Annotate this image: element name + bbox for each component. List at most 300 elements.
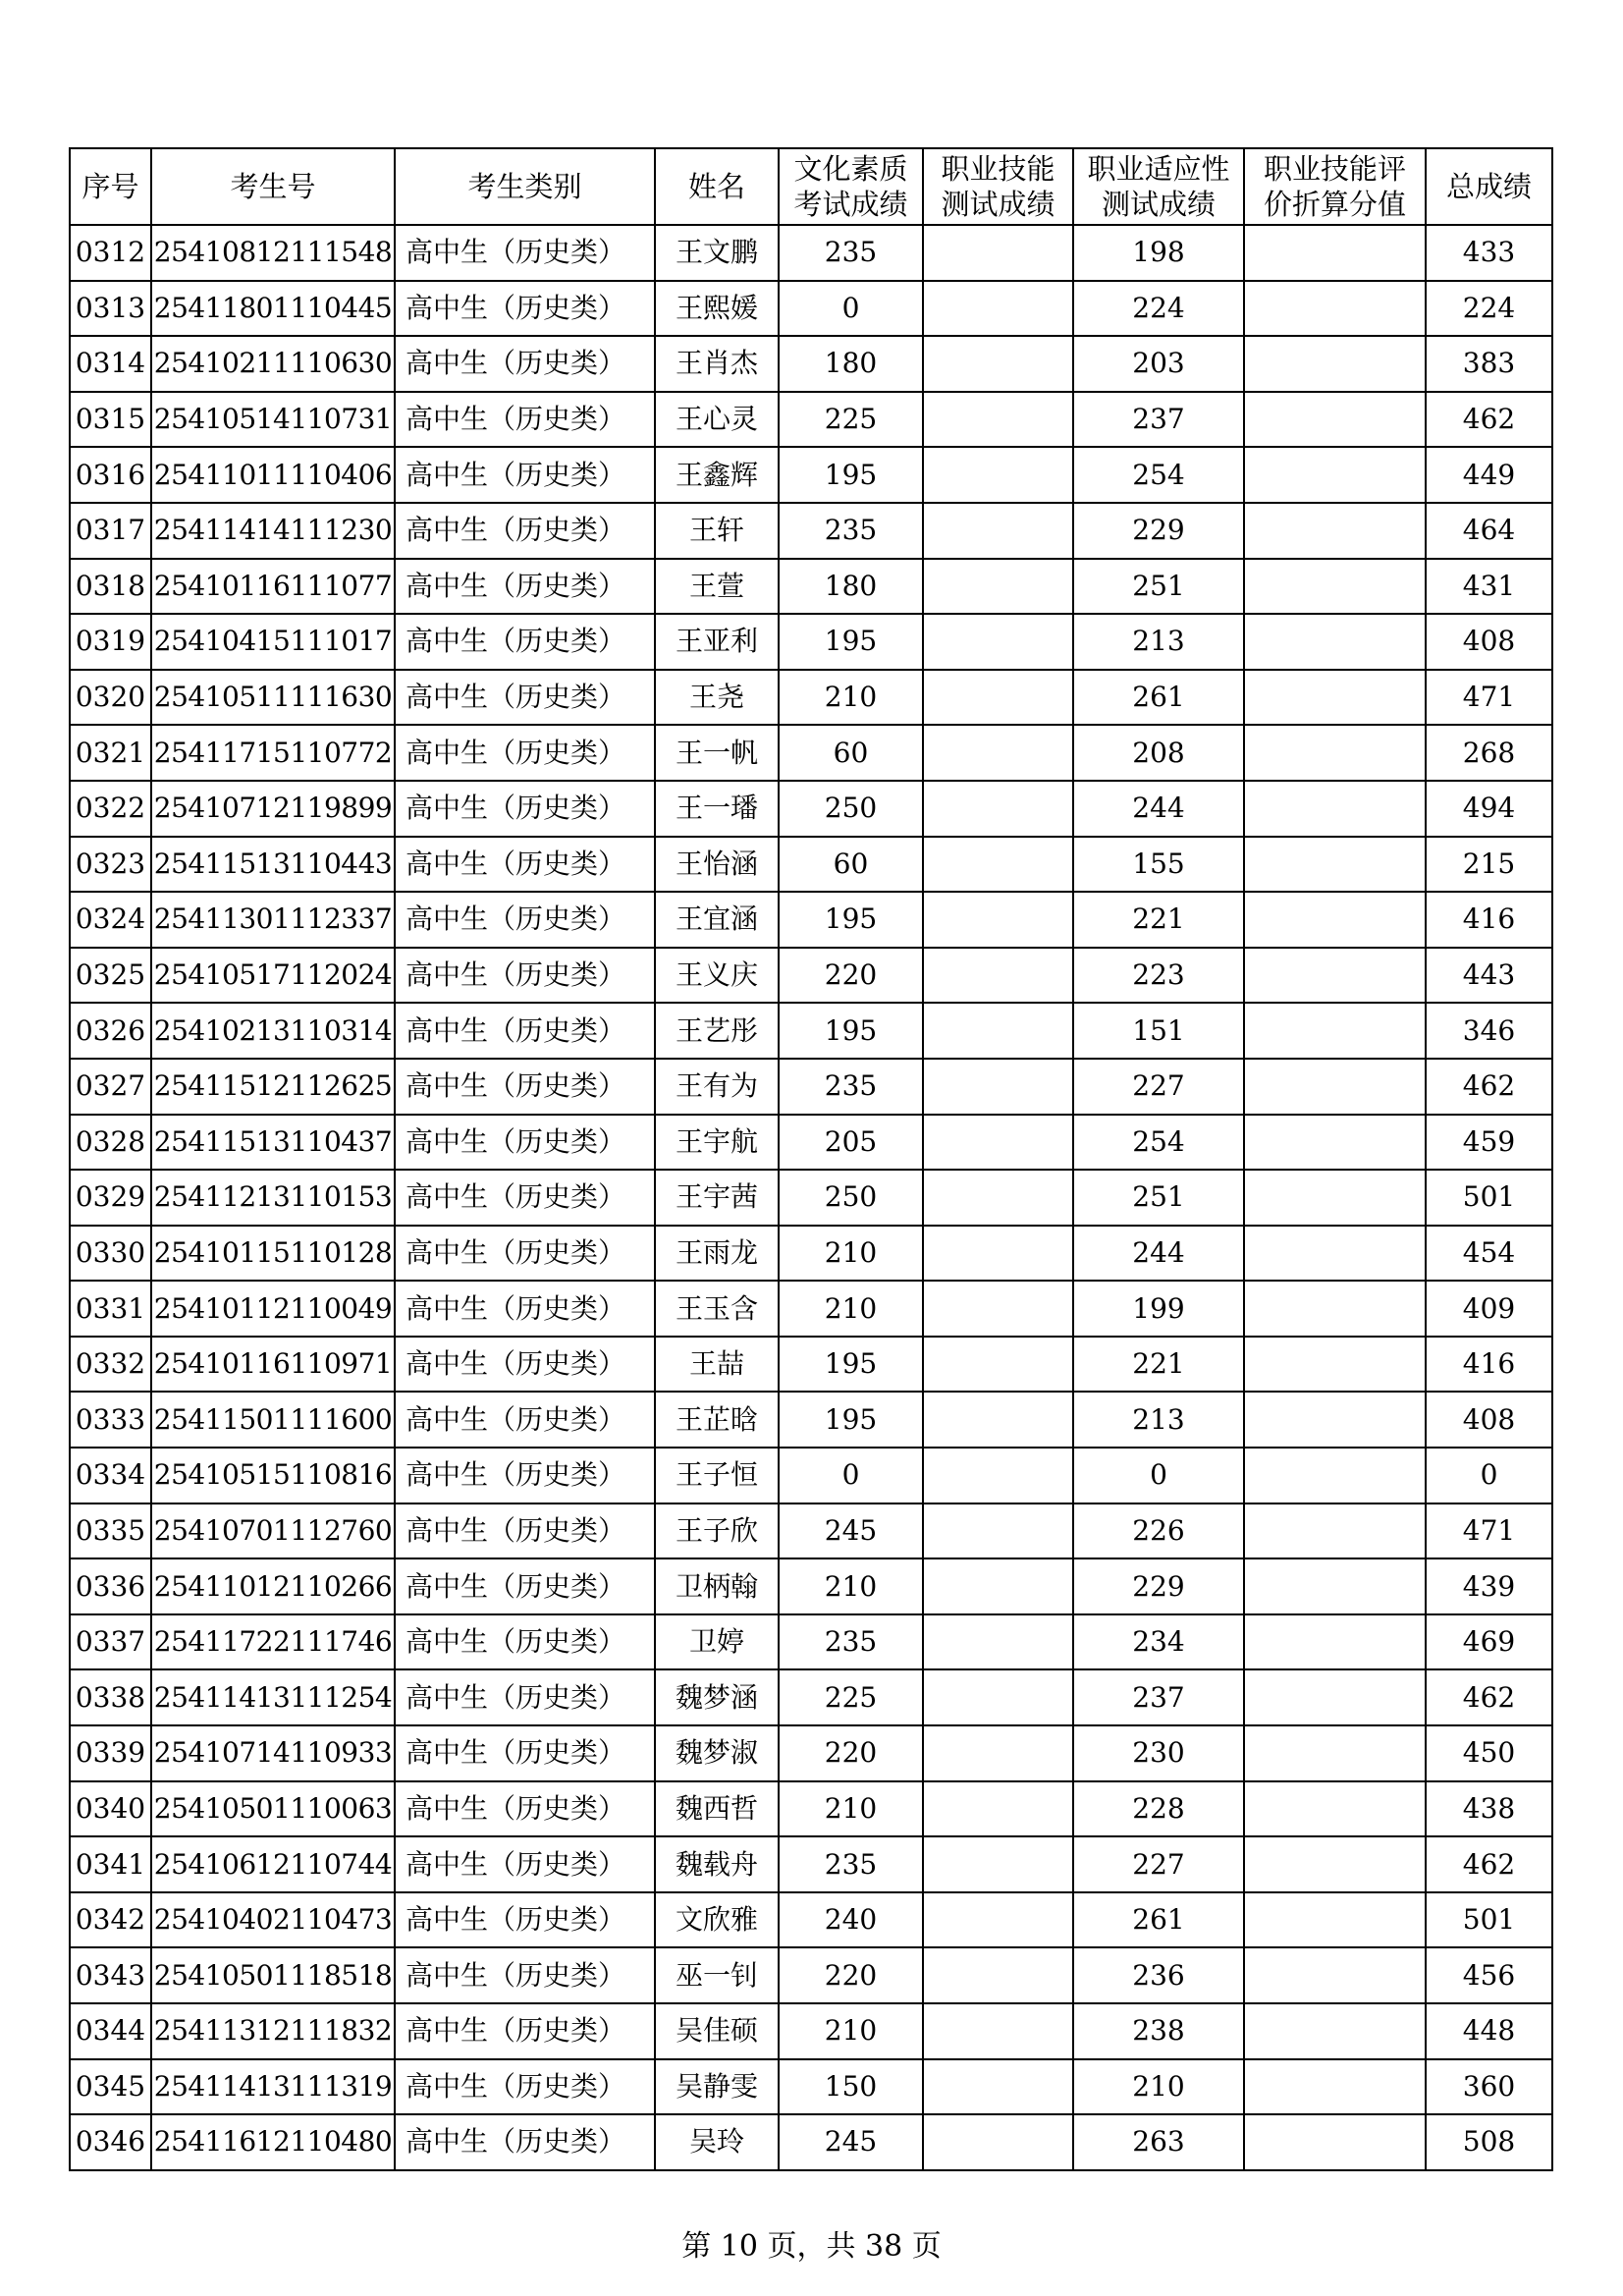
cell-name: 吴静雯 — [655, 2059, 779, 2115]
cell-category: 高中生（历史类） — [395, 2003, 655, 2059]
cell-skill-score — [923, 837, 1073, 893]
cell-adapt-score: 263 — [1073, 2114, 1244, 2170]
cell-total: 464 — [1426, 503, 1552, 559]
cell-name: 魏梦淑 — [655, 1725, 779, 1781]
table-body — [70, 225, 1552, 2170]
cell-total: 456 — [1426, 1947, 1552, 2003]
cell-skill-score — [923, 1614, 1073, 1670]
cell-adapt-score: 254 — [1073, 447, 1244, 503]
cell-total: 471 — [1426, 1503, 1552, 1559]
cell-category: 高中生（历史类） — [395, 559, 655, 615]
cell-adapt-score: 221 — [1073, 1337, 1244, 1393]
table-row — [70, 1337, 1552, 1393]
cell-adapt-score: 213 — [1073, 614, 1244, 670]
cell-category: 高中生（历史类） — [395, 1781, 655, 1837]
cell-eval-score — [1244, 1947, 1426, 2003]
table-row — [70, 892, 1552, 948]
cell-skill-score — [923, 1558, 1073, 1614]
table-row — [70, 948, 1552, 1004]
cell-seq: 0334 — [70, 1448, 151, 1503]
cell-eval-score — [1244, 392, 1426, 448]
cell-culture-score: 195 — [779, 892, 923, 948]
cell-culture-score: 210 — [779, 1281, 923, 1337]
cell-adapt-score: 261 — [1073, 1892, 1244, 1948]
table-header-row — [70, 148, 1552, 225]
cell-seq: 0332 — [70, 1337, 151, 1393]
cell-culture-score: 235 — [779, 225, 923, 281]
cell-skill-score — [923, 1448, 1073, 1503]
cell-eval-score — [1244, 1059, 1426, 1115]
cell-exam-id: 25410116110971 — [151, 1337, 395, 1393]
cell-eval-score — [1244, 1558, 1426, 1614]
cell-skill-score — [923, 503, 1073, 559]
cell-exam-id: 25410714110933 — [151, 1725, 395, 1781]
cell-eval-score — [1244, 1781, 1426, 1837]
cell-eval-score — [1244, 1281, 1426, 1337]
cell-category: 高中生（历史类） — [395, 225, 655, 281]
cell-skill-score — [923, 670, 1073, 726]
cell-exam-id: 25410415111017 — [151, 614, 395, 670]
cell-seq: 0337 — [70, 1614, 151, 1670]
cell-category: 高中生（历史类） — [395, 1614, 655, 1670]
cell-exam-id: 25410511111630 — [151, 670, 395, 726]
cell-adapt-score: 237 — [1073, 392, 1244, 448]
cell-culture-score: 210 — [779, 670, 923, 726]
cell-name: 王义庆 — [655, 948, 779, 1004]
table-row — [70, 1614, 1552, 1670]
cell-skill-score — [923, 225, 1073, 281]
table-row — [70, 1115, 1552, 1171]
table-row — [70, 670, 1552, 726]
cell-category: 高中生（历史类） — [395, 336, 655, 392]
cell-eval-score — [1244, 1226, 1426, 1282]
cell-seq: 0314 — [70, 336, 151, 392]
cell-culture-score: 205 — [779, 1115, 923, 1171]
cell-exam-id: 25410612110744 — [151, 1836, 395, 1892]
cell-adapt-score: 223 — [1073, 948, 1244, 1004]
table-row — [70, 837, 1552, 893]
cell-eval-score — [1244, 614, 1426, 670]
cell-culture-score: 195 — [779, 447, 923, 503]
cell-eval-score — [1244, 2059, 1426, 2115]
cell-total: 448 — [1426, 2003, 1552, 2059]
cell-eval-score — [1244, 559, 1426, 615]
cell-culture-score: 195 — [779, 614, 923, 670]
header-culture-score — [779, 148, 923, 225]
cell-name: 王子欣 — [655, 1503, 779, 1559]
cell-category: 高中生（历史类） — [395, 1669, 655, 1725]
cell-name: 王子恒 — [655, 1448, 779, 1503]
cell-culture-score: 195 — [779, 1337, 923, 1393]
cell-adapt-score: 244 — [1073, 1226, 1244, 1282]
cell-name: 巫一钊 — [655, 1947, 779, 2003]
cell-skill-score — [923, 1781, 1073, 1837]
cell-culture-score: 60 — [779, 725, 923, 781]
cell-adapt-score: 227 — [1073, 1836, 1244, 1892]
cell-eval-score — [1244, 837, 1426, 893]
table-row — [70, 2059, 1552, 2115]
cell-exam-id: 25410812111548 — [151, 225, 395, 281]
cell-total: 508 — [1426, 2114, 1552, 2170]
cell-name: 王心灵 — [655, 392, 779, 448]
cell-adapt-score: 234 — [1073, 1614, 1244, 1670]
cell-name: 王雨龙 — [655, 1226, 779, 1282]
cell-total: 443 — [1426, 948, 1552, 1004]
cell-name: 卫婷 — [655, 1614, 779, 1670]
cell-name: 卫柄翰 — [655, 1558, 779, 1614]
cell-name: 王宜涵 — [655, 892, 779, 948]
cell-adapt-score: 228 — [1073, 1781, 1244, 1837]
cell-exam-id: 25411501111600 — [151, 1392, 395, 1448]
cell-total: 416 — [1426, 892, 1552, 948]
cell-culture-score: 150 — [779, 2059, 923, 2115]
header-adapt-line2: 测试成绩 — [1101, 188, 1216, 221]
cell-name: 王文鹏 — [655, 225, 779, 281]
table-row — [70, 1392, 1552, 1448]
cell-culture-score: 250 — [779, 1170, 923, 1226]
cell-skill-score — [923, 392, 1073, 448]
table-row — [70, 2003, 1552, 2059]
header-eval-line1: 职业技能评 — [1263, 152, 1406, 186]
cell-adapt-score: 155 — [1073, 837, 1244, 893]
cell-seq: 0344 — [70, 2003, 151, 2059]
cell-name: 王鑫辉 — [655, 447, 779, 503]
cell-adapt-score: 203 — [1073, 336, 1244, 392]
cell-seq: 0341 — [70, 1836, 151, 1892]
cell-eval-score — [1244, 1892, 1426, 1948]
cell-skill-score — [923, 948, 1073, 1004]
table-row — [70, 1558, 1552, 1614]
cell-seq: 0345 — [70, 2059, 151, 2115]
cell-culture-score: 210 — [779, 1226, 923, 1282]
cell-name: 王艺彤 — [655, 1003, 779, 1059]
cell-culture-score: 180 — [779, 559, 923, 615]
cell-seq: 0325 — [70, 948, 151, 1004]
cell-total: 409 — [1426, 1281, 1552, 1337]
cell-exam-id: 25411513110437 — [151, 1115, 395, 1171]
cell-adapt-score: 229 — [1073, 1558, 1244, 1614]
cell-culture-score: 220 — [779, 948, 923, 1004]
score-table — [69, 147, 1553, 2171]
cell-eval-score — [1244, 1170, 1426, 1226]
cell-seq: 0338 — [70, 1669, 151, 1725]
cell-exam-id: 25410517112024 — [151, 948, 395, 1004]
cell-total: 501 — [1426, 1892, 1552, 1948]
cell-exam-id: 25411612110480 — [151, 2114, 395, 2170]
cell-culture-score: 235 — [779, 1059, 923, 1115]
cell-skill-score — [923, 1059, 1073, 1115]
cell-name: 魏梦涵 — [655, 1669, 779, 1725]
table-row — [70, 1226, 1552, 1282]
cell-seq: 0326 — [70, 1003, 151, 1059]
cell-eval-score — [1244, 1448, 1426, 1503]
cell-total: 462 — [1426, 1669, 1552, 1725]
cell-total: 462 — [1426, 1059, 1552, 1115]
cell-exam-id: 25411512112625 — [151, 1059, 395, 1115]
cell-adapt-score: 261 — [1073, 670, 1244, 726]
cell-seq: 0339 — [70, 1725, 151, 1781]
cell-culture-score: 195 — [779, 1003, 923, 1059]
header-culture-line1: 文化素质 — [793, 152, 908, 186]
cell-adapt-score: 213 — [1073, 1392, 1244, 1448]
cell-category: 高中生（历史类） — [395, 1892, 655, 1948]
cell-total: 433 — [1426, 225, 1552, 281]
cell-seq: 0313 — [70, 281, 151, 337]
cell-exam-id: 25410515110816 — [151, 1448, 395, 1503]
cell-eval-score — [1244, 1503, 1426, 1559]
cell-seq: 0323 — [70, 837, 151, 893]
cell-total: 0 — [1426, 1448, 1552, 1503]
cell-culture-score: 180 — [779, 336, 923, 392]
cell-eval-score — [1244, 892, 1426, 948]
table-row — [70, 336, 1552, 392]
cell-total: 459 — [1426, 1115, 1552, 1171]
cell-name: 王熙媛 — [655, 281, 779, 337]
cell-exam-id: 25410701112760 — [151, 1503, 395, 1559]
cell-culture-score: 210 — [779, 1781, 923, 1837]
header-adapt-line1: 职业适应性 — [1087, 152, 1230, 186]
cell-seq: 0316 — [70, 447, 151, 503]
cell-seq: 0340 — [70, 1781, 151, 1837]
cell-skill-score — [923, 781, 1073, 837]
table-row — [70, 2114, 1552, 2170]
cell-seq: 0322 — [70, 781, 151, 837]
header-category: 考生类别 — [395, 148, 655, 225]
cell-culture-score: 0 — [779, 1448, 923, 1503]
cell-total: 501 — [1426, 1170, 1552, 1226]
cell-name: 王亚利 — [655, 614, 779, 670]
cell-seq: 0342 — [70, 1892, 151, 1948]
cell-name: 王喆 — [655, 1337, 779, 1393]
cell-total: 431 — [1426, 559, 1552, 615]
cell-total: 224 — [1426, 281, 1552, 337]
cell-category: 高中生（历史类） — [395, 670, 655, 726]
cell-category: 高中生（历史类） — [395, 614, 655, 670]
cell-name: 王一璠 — [655, 781, 779, 837]
cell-eval-score — [1244, 1115, 1426, 1171]
cell-culture-score: 60 — [779, 837, 923, 893]
header-adapt-score — [1073, 148, 1244, 225]
cell-category: 高中生（历史类） — [395, 1947, 655, 2003]
cell-skill-score — [923, 559, 1073, 615]
cell-seq: 0318 — [70, 559, 151, 615]
cell-name: 王宇茜 — [655, 1170, 779, 1226]
cell-adapt-score: 198 — [1073, 225, 1244, 281]
cell-total: 469 — [1426, 1614, 1552, 1670]
cell-total: 471 — [1426, 670, 1552, 726]
cell-name: 魏载舟 — [655, 1836, 779, 1892]
cell-eval-score — [1244, 1614, 1426, 1670]
table-row — [70, 1781, 1552, 1837]
cell-eval-score — [1244, 447, 1426, 503]
cell-adapt-score: 254 — [1073, 1115, 1244, 1171]
cell-total: 383 — [1426, 336, 1552, 392]
table-row — [70, 447, 1552, 503]
header-seq: 序号 — [70, 148, 151, 225]
cell-adapt-score: 236 — [1073, 1947, 1244, 2003]
cell-category: 高中生（历史类） — [395, 392, 655, 448]
cell-eval-score — [1244, 225, 1426, 281]
cell-eval-score — [1244, 670, 1426, 726]
cell-name: 王芷晗 — [655, 1392, 779, 1448]
cell-culture-score: 240 — [779, 1892, 923, 1948]
table-row — [70, 1892, 1552, 1948]
cell-seq: 0312 — [70, 225, 151, 281]
cell-exam-id: 25410112110049 — [151, 1281, 395, 1337]
table-row — [70, 281, 1552, 337]
cell-exam-id: 25411414111230 — [151, 503, 395, 559]
cell-skill-score — [923, 1281, 1073, 1337]
cell-adapt-score: 210 — [1073, 2059, 1244, 2115]
table-row — [70, 559, 1552, 615]
cell-skill-score — [923, 1392, 1073, 1448]
header-total: 总成绩 — [1426, 148, 1552, 225]
cell-total: 346 — [1426, 1003, 1552, 1059]
cell-skill-score — [923, 725, 1073, 781]
cell-name: 吴玲 — [655, 2114, 779, 2170]
table-row — [70, 1170, 1552, 1226]
cell-total: 494 — [1426, 781, 1552, 837]
cell-seq: 0330 — [70, 1226, 151, 1282]
table-row — [70, 1003, 1552, 1059]
cell-total: 438 — [1426, 1781, 1552, 1837]
cell-exam-id: 25411012110266 — [151, 1558, 395, 1614]
cell-seq: 0333 — [70, 1392, 151, 1448]
cell-eval-score — [1244, 503, 1426, 559]
cell-culture-score: 250 — [779, 781, 923, 837]
cell-skill-score — [923, 1892, 1073, 1948]
cell-culture-score: 225 — [779, 1669, 923, 1725]
cell-skill-score — [923, 1947, 1073, 2003]
cell-name: 王轩 — [655, 503, 779, 559]
cell-skill-score — [923, 2003, 1073, 2059]
table-row — [70, 392, 1552, 448]
header-skill-line2: 测试成绩 — [941, 188, 1055, 221]
cell-eval-score — [1244, 1392, 1426, 1448]
cell-category: 高中生（历史类） — [395, 1170, 655, 1226]
cell-exam-id: 25411722111746 — [151, 1614, 395, 1670]
cell-eval-score — [1244, 725, 1426, 781]
cell-skill-score — [923, 1725, 1073, 1781]
cell-seq: 0324 — [70, 892, 151, 948]
cell-adapt-score: 151 — [1073, 1003, 1244, 1059]
cell-seq: 0331 — [70, 1281, 151, 1337]
cell-name: 王怡涵 — [655, 837, 779, 893]
cell-eval-score — [1244, 948, 1426, 1004]
cell-seq: 0319 — [70, 614, 151, 670]
cell-skill-score — [923, 1115, 1073, 1171]
cell-eval-score — [1244, 2114, 1426, 2170]
cell-name: 王玉含 — [655, 1281, 779, 1337]
cell-adapt-score: 224 — [1073, 281, 1244, 337]
cell-category: 高中生（历史类） — [395, 281, 655, 337]
cell-eval-score — [1244, 1725, 1426, 1781]
cell-eval-score — [1244, 1337, 1426, 1393]
cell-exam-id: 25411715110772 — [151, 725, 395, 781]
cell-category: 高中生（历史类） — [395, 447, 655, 503]
cell-adapt-score: 251 — [1073, 1170, 1244, 1226]
table-row — [70, 725, 1552, 781]
cell-name: 王尧 — [655, 670, 779, 726]
cell-culture-score: 235 — [779, 503, 923, 559]
cell-eval-score — [1244, 1669, 1426, 1725]
header-name: 姓名 — [655, 148, 779, 225]
cell-seq: 0317 — [70, 503, 151, 559]
cell-adapt-score: 208 — [1073, 725, 1244, 781]
cell-exam-id: 25410211110630 — [151, 336, 395, 392]
cell-total: 439 — [1426, 1558, 1552, 1614]
cell-category: 高中生（历史类） — [395, 1059, 655, 1115]
cell-total: 449 — [1426, 447, 1552, 503]
cell-seq: 0335 — [70, 1503, 151, 1559]
header-exam-id: 考生号 — [151, 148, 395, 225]
cell-adapt-score: 251 — [1073, 559, 1244, 615]
cell-exam-id: 25410402110473 — [151, 1892, 395, 1948]
table-row — [70, 614, 1552, 670]
cell-exam-id: 25410514110731 — [151, 392, 395, 448]
cell-name: 魏西哲 — [655, 1781, 779, 1837]
cell-exam-id: 25410116111077 — [151, 559, 395, 615]
cell-total: 450 — [1426, 1725, 1552, 1781]
cell-exam-id: 25410115110128 — [151, 1226, 395, 1282]
cell-skill-score — [923, 281, 1073, 337]
cell-total: 462 — [1426, 392, 1552, 448]
header-skill-line1: 职业技能 — [941, 152, 1055, 186]
cell-exam-id: 25410712119899 — [151, 781, 395, 837]
cell-adapt-score: 238 — [1073, 2003, 1244, 2059]
cell-culture-score: 0 — [779, 281, 923, 337]
cell-adapt-score: 0 — [1073, 1448, 1244, 1503]
table-row — [70, 1448, 1552, 1503]
cell-skill-score — [923, 2114, 1073, 2170]
cell-total: 454 — [1426, 1226, 1552, 1282]
cell-category: 高中生（历史类） — [395, 948, 655, 1004]
cell-exam-id: 25411011110406 — [151, 447, 395, 503]
cell-total: 215 — [1426, 837, 1552, 893]
cell-skill-score — [923, 1503, 1073, 1559]
cell-eval-score — [1244, 336, 1426, 392]
cell-category: 高中生（历史类） — [395, 1337, 655, 1393]
header-culture-line2: 考试成绩 — [793, 188, 908, 221]
cell-culture-score: 245 — [779, 1503, 923, 1559]
cell-name: 文欣雅 — [655, 1892, 779, 1948]
cell-name: 王肖杰 — [655, 336, 779, 392]
cell-category: 高中生（历史类） — [395, 837, 655, 893]
cell-skill-score — [923, 1669, 1073, 1725]
cell-adapt-score: 237 — [1073, 1669, 1244, 1725]
cell-name: 王萱 — [655, 559, 779, 615]
cell-seq: 0328 — [70, 1115, 151, 1171]
header-eval-line2: 价折算分值 — [1263, 188, 1406, 221]
cell-exam-id: 25410213110314 — [151, 1003, 395, 1059]
cell-adapt-score: 230 — [1073, 1725, 1244, 1781]
cell-skill-score — [923, 1003, 1073, 1059]
table-row — [70, 225, 1552, 281]
cell-skill-score — [923, 2059, 1073, 2115]
cell-culture-score: 195 — [779, 1392, 923, 1448]
cell-category: 高中生（历史类） — [395, 1003, 655, 1059]
table-row — [70, 1503, 1552, 1559]
cell-skill-score — [923, 336, 1073, 392]
cell-category: 高中生（历史类） — [395, 1725, 655, 1781]
cell-total: 408 — [1426, 614, 1552, 670]
cell-eval-score — [1244, 1003, 1426, 1059]
cell-exam-id: 25411213110153 — [151, 1170, 395, 1226]
cell-eval-score — [1244, 281, 1426, 337]
table-row — [70, 1669, 1552, 1725]
cell-adapt-score: 244 — [1073, 781, 1244, 837]
cell-seq: 0343 — [70, 1947, 151, 2003]
